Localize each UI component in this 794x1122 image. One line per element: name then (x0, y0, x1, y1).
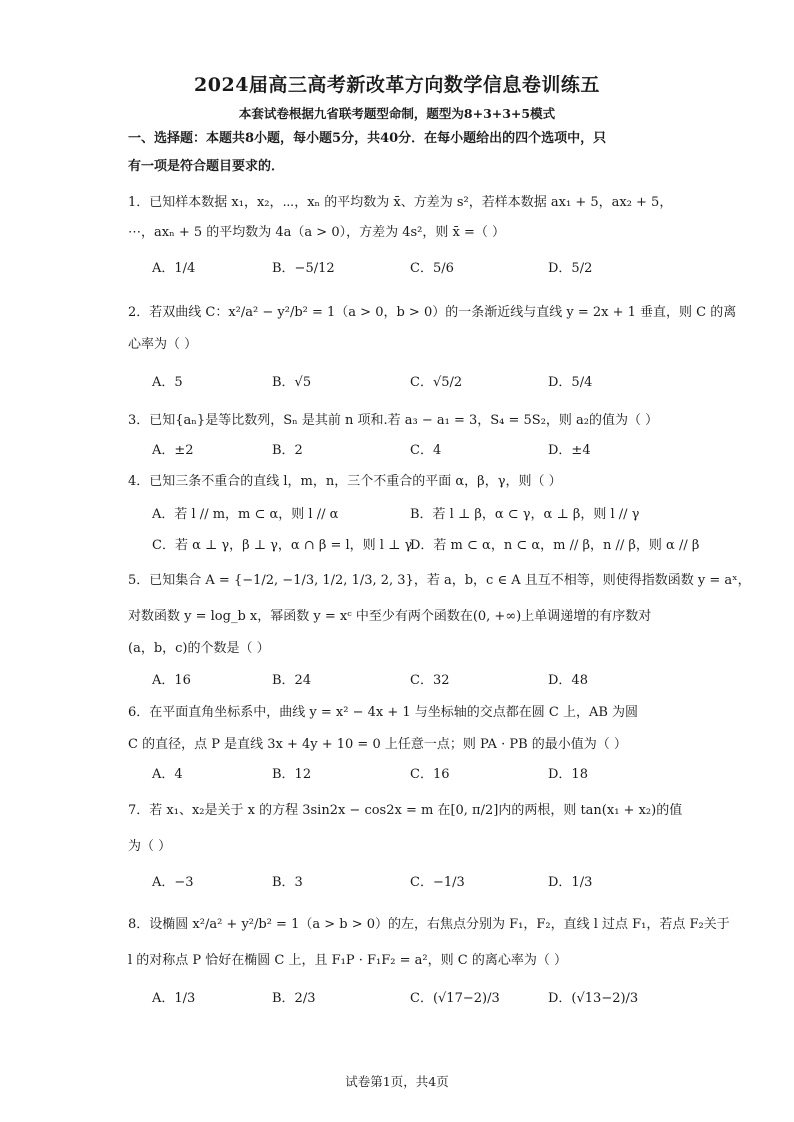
q4-option-a: A．若 l // m，m ⊂ α，则 l // α (152, 507, 339, 522)
q3-option-a: A．±2 (152, 443, 194, 458)
q2-option-d: D．5/4 (548, 375, 593, 390)
q8-line-1: 8．设椭圆 x²/a² + y²/b² = 1（a > b > 0）的左，右焦点分别为 F₁，F₂，直线 l 过点 F₁，若点 F₂关于 (128, 917, 730, 932)
q7-option-c: C．−1/3 (410, 875, 465, 890)
q1-option-b: B．−5/12 (272, 261, 335, 276)
q3-option-b: B．2 (272, 443, 303, 458)
q4-line-1: 4．已知三条不重合的直线 l，m，n，三个不重合的平面 α，β，γ，则（ ） (128, 474, 562, 489)
page-footer: 试卷第1页，共4页 (345, 1074, 449, 1089)
q7-option-b: B．3 (272, 875, 303, 890)
q5-option-a: A．16 (152, 673, 191, 688)
q6-line-1: 6．在平面直角坐标系中，曲线 y = x² − 4x + 1 与坐标轴的交点都在圆 C 上，AB 为圆 (128, 705, 639, 720)
q4-option-c: C．若 α ⊥ γ，β ⊥ γ，α ∩ β = l，则 l ⊥ γ (152, 538, 413, 553)
q1-option-a: A．1/4 (152, 261, 196, 276)
q1-line-2: ⋯，axₙ + 5 的平均数为 4a（a > 0），方差为 4s²，则 x̄ =（ ） (128, 225, 506, 240)
q6-option-c: C．16 (410, 767, 450, 782)
q2-line-2: 心率为（ ） (128, 337, 198, 352)
q2-option-a: A．5 (152, 375, 183, 390)
q3-option-d: D．±4 (548, 443, 591, 458)
q2-line-1: 2．若双曲线 C：x²/a² − y²/b² = 1（a > 0，b > 0）的一条渐近线与直线 y = 2x + 1 垂直，则 C 的离 (128, 305, 737, 320)
q8-option-b: B．2/3 (272, 991, 316, 1006)
q7-option-d: D．1/3 (548, 875, 593, 890)
q6-option-b: B．12 (272, 767, 312, 782)
q7-option-a: A．−3 (152, 875, 194, 890)
q1-option-d: D．5/2 (548, 261, 593, 276)
section-heading-line-2: 有一项是符合题目要求的． (128, 159, 285, 174)
q5-option-d: D．48 (548, 673, 588, 688)
q2-option-c: C．√5/2 (410, 375, 463, 390)
q5-line-1: 5．已知集合 A = {−1/2, −1/3, 1/2, 1/3, 2, 3}，若 a，b，c ∈ A 且互不相等，则使得指数函数 y = aˣ， (128, 573, 751, 588)
q5-line-2: 对数函数 y = log_b x，幂函数 y = xᶜ 中至少有两个函数在(0, +∞)上单调递增的有序数对 (128, 609, 652, 624)
q8-option-a: A．1/3 (152, 991, 196, 1006)
page-subtitle: 本套试卷根据九省联考题型命制，题型为8+3+3+5模式 (238, 106, 556, 121)
q6-option-a: A．4 (152, 767, 183, 782)
q8-option-d: D．(√13−2)/3 (548, 991, 639, 1006)
q6-line-2: C 的直径，点 P 是直线 3x + 4y + 10 = 0 上任意一点；则 PA · PB 的最小值为（ ） (128, 737, 627, 752)
q3-line-1: 3．已知{aₙ}是等比数列，Sₙ 是其前 n 项和.若 a₃ − a₁ = 3，S₄ = 5S₂，则 a₂的值为（ ） (128, 413, 659, 428)
q1-option-c: C．5/6 (410, 261, 454, 276)
q5-option-b: B．24 (272, 673, 312, 688)
section-heading-line-1: 一、选择题：本题共8小题，每小题5分，共40分．在每小题给出的四个选项中，只 (128, 131, 607, 146)
q3-option-c: C．4 (410, 443, 442, 458)
q7-line-2: 为（ ） (128, 839, 172, 854)
q2-option-b: B．√5 (272, 375, 312, 390)
q7-line-1: 7．若 x₁、x₂是关于 x 的方程 3sin2x − cos2x = m 在[0, π/2]内的两根，则 tan(x₁ + x₂)的值 (128, 803, 683, 818)
page-title: 2024届高三高考新改革方向数学信息卷训练五 (194, 74, 600, 96)
q5-option-c: C．32 (410, 673, 450, 688)
q4-option-b: B．若 l ⊥ β，α ⊂ γ，α ⊥ β，则 l // γ (410, 507, 640, 522)
q1-line-1: 1．已知样本数据 x₁，x₂，⋯，xₙ 的平均数为 x̄、方差为 s²，若样本数据 ax₁ + 5，ax₂ + 5， (128, 195, 673, 210)
q6-option-d: D．18 (548, 767, 588, 782)
q8-line-2: l 的对称点 P 恰好在椭圆 C 上，且 F₁P · F₁F₂ = a²，则 C 的离心率为（ ） (128, 953, 567, 968)
q8-option-c: C．(√17−2)/3 (410, 991, 500, 1006)
q4-option-d: D．若 m ⊂ α，n ⊂ α，m // β，n // β，则 α // β (410, 538, 700, 553)
q5-line-3: (a，b，c)的个数是（ ） (128, 641, 270, 656)
